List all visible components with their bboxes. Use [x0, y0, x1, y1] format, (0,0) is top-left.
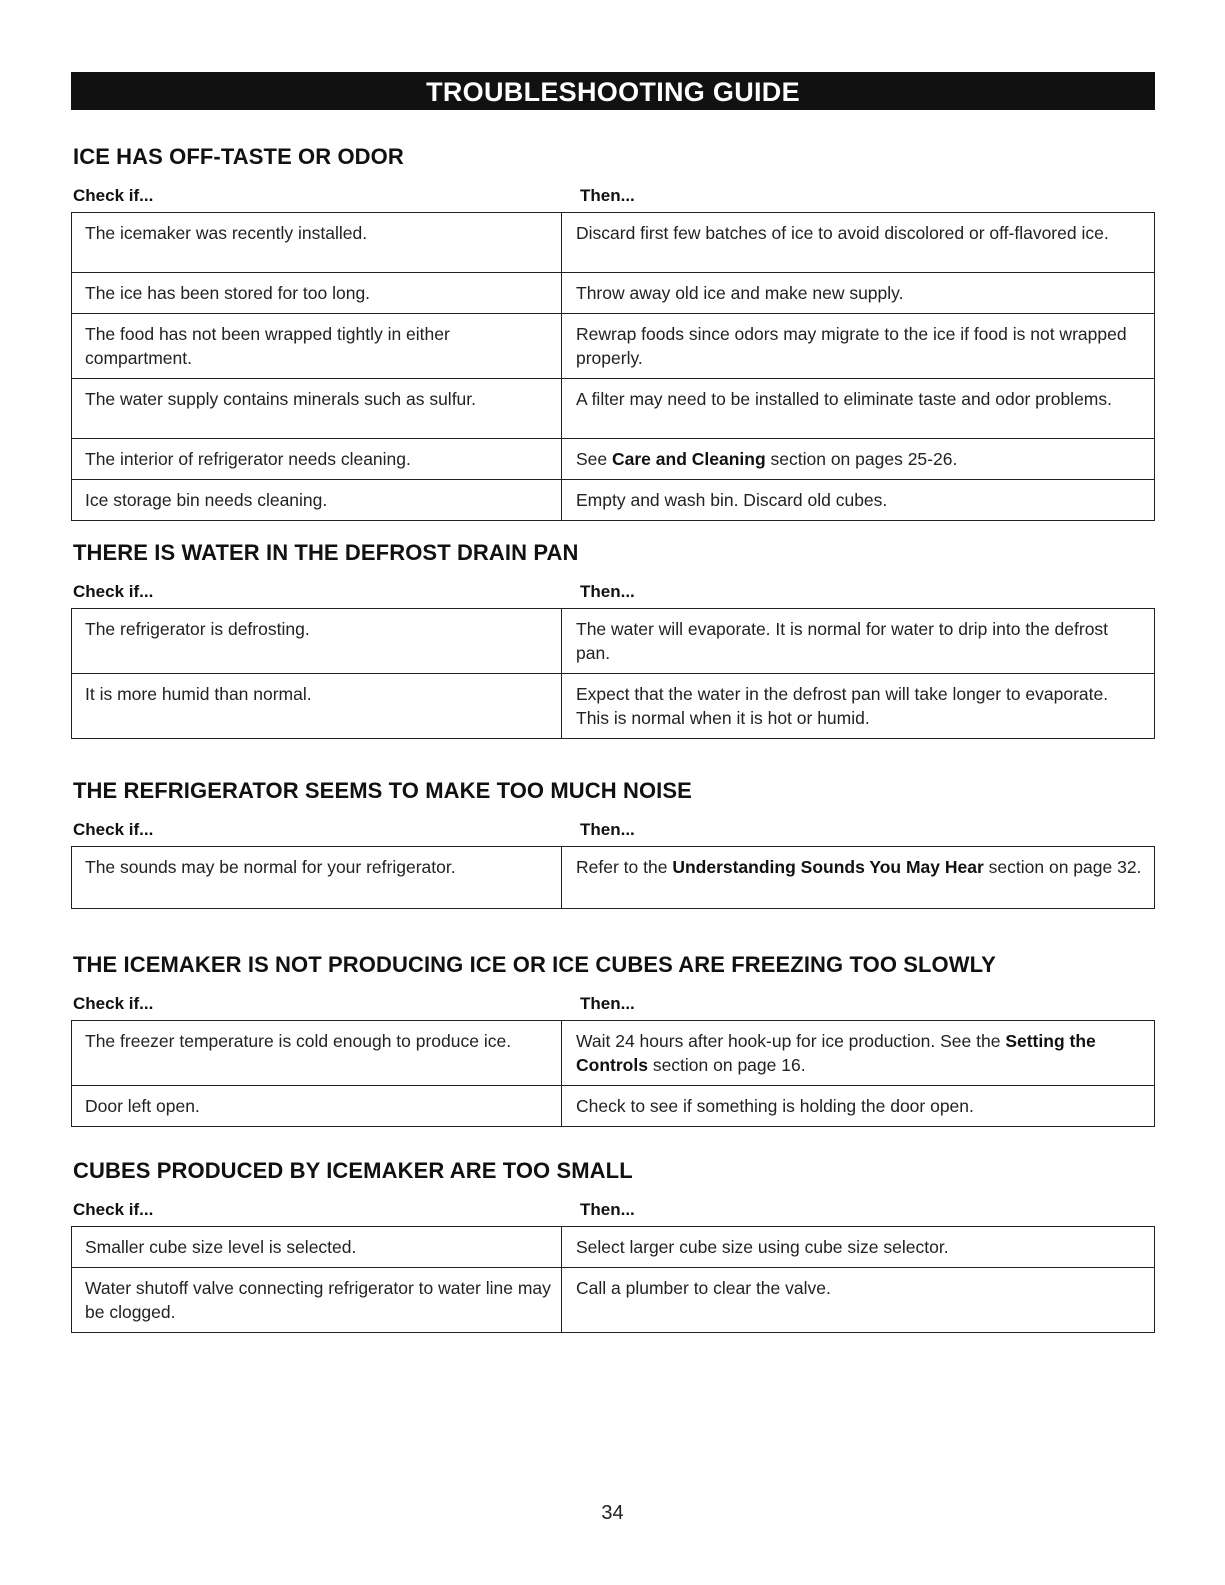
- check-if-header: Check if...: [73, 820, 154, 839]
- section-cubes-too-small: [71, 1158, 1155, 1333]
- then-text: Wait 24 hours after hook-up for ice production. See the: [576, 1031, 1006, 1051]
- check-if-header: Check if...: [73, 582, 154, 601]
- section-too-much-noise: [71, 778, 1155, 909]
- column-headers: [71, 994, 1155, 1020]
- then-cell: [562, 674, 1155, 739]
- document-page: [71, 72, 1155, 1322]
- table-row: [72, 1021, 1155, 1086]
- troubleshooting-table: [71, 1020, 1155, 1127]
- table-row: [72, 847, 1155, 909]
- check-cell: The freezer temperature is cold enough to produce ice.: [72, 1021, 562, 1086]
- check-cell: The sounds may be normal for your refrigerator.: [72, 847, 562, 909]
- check-cell: Smaller cube size level is selected.: [72, 1227, 562, 1268]
- then-text: Discard first few batches of ice to avoid discolored or off-flavored ice.: [576, 223, 1109, 243]
- page-number: 34: [601, 1502, 624, 1524]
- table-row: [72, 314, 1155, 379]
- check-cell: It is more humid than normal.: [72, 674, 562, 739]
- then-cell: [562, 1268, 1155, 1333]
- then-header: Then...: [580, 1200, 635, 1219]
- table-row: [72, 480, 1155, 521]
- section-title: THE ICEMAKER IS NOT PRODUCING ICE OR ICE CUBES ARE FREEZING TOO SLOWLY: [73, 952, 996, 977]
- then-cell: [562, 314, 1155, 379]
- check-cell: The interior of refrigerator needs cleaning.: [72, 439, 562, 480]
- then-header: Then...: [580, 820, 635, 839]
- check-if-header: Check if...: [73, 1200, 154, 1219]
- then-cell: [562, 379, 1155, 439]
- then-text: A filter may need to be installed to eliminate taste and odor problems.: [576, 389, 1112, 409]
- then-text-post: section on pages 25-26.: [765, 449, 958, 469]
- then-text: Check to see if something is holding the door open.: [576, 1096, 974, 1116]
- check-cell: The refrigerator is defrosting.: [72, 609, 562, 674]
- then-text-post: section on page 16.: [647, 1055, 806, 1075]
- check-cell: Water shutoff valve connecting refrigerator to water line may be clogged.: [72, 1268, 562, 1333]
- table-row: [72, 674, 1155, 739]
- then-cell: [562, 609, 1155, 674]
- then-text: Expect that the water in the defrost pan will take longer to evaporate. This is normal when it is hot or humid.: [576, 684, 1109, 728]
- page-banner: TROUBLESHOOTING GUIDE: [71, 72, 1155, 110]
- then-header: Then...: [580, 186, 635, 205]
- section-title: CUBES PRODUCED BY ICEMAKER ARE TOO SMALL: [73, 1158, 633, 1183]
- then-cell: [562, 439, 1155, 480]
- check-cell: Door left open.: [72, 1086, 562, 1127]
- troubleshooting-table: [71, 212, 1155, 521]
- then-cell: [562, 1086, 1155, 1127]
- then-text: See: [576, 449, 612, 469]
- table-row: [72, 1227, 1155, 1268]
- check-cell: The water supply contains minerals such as sulfur.: [72, 379, 562, 439]
- check-cell: The ice has been stored for too long.: [72, 273, 562, 314]
- table-row: [72, 609, 1155, 674]
- then-text: Refer to the: [576, 857, 673, 877]
- then-cell: [562, 480, 1155, 521]
- check-cell: Ice storage bin needs cleaning.: [72, 480, 562, 521]
- then-bold-text: Setting the Controls: [576, 1031, 1096, 1075]
- section-icemaker-not-producing: [71, 952, 1155, 1127]
- table-row: [72, 273, 1155, 314]
- column-headers: [71, 186, 1155, 212]
- table-row: [72, 1086, 1155, 1127]
- column-headers: [71, 820, 1155, 846]
- then-cell: [562, 847, 1155, 909]
- troubleshooting-table: [71, 608, 1155, 739]
- table-row: [72, 1268, 1155, 1333]
- then-text-post: section on page 32.: [983, 857, 1142, 877]
- then-cell: [562, 273, 1155, 314]
- section-ice-off-taste: [71, 144, 1155, 521]
- check-cell: The food has not been wrapped tightly in either compartment.: [72, 314, 562, 379]
- section-water-drain-pan: [71, 540, 1155, 739]
- then-text: Throw away old ice and make new supply.: [576, 283, 904, 303]
- then-text: Select larger cube size using cube size selector.: [576, 1237, 949, 1257]
- then-header: Then...: [580, 994, 635, 1013]
- check-if-header: Check if...: [73, 994, 154, 1013]
- then-header: Then...: [580, 582, 635, 601]
- column-headers: [71, 582, 1155, 608]
- then-bold-text: Care and Cleaning: [612, 449, 766, 469]
- then-text: The water will evaporate. It is normal for water to drip into the defrost pan.: [576, 619, 1109, 663]
- column-headers: [71, 1200, 1155, 1226]
- then-cell: [562, 1227, 1155, 1268]
- then-text: Empty and wash bin. Discard old cubes.: [576, 490, 888, 510]
- section-title: THERE IS WATER IN THE DEFROST DRAIN PAN: [73, 540, 579, 565]
- section-title: ICE HAS OFF-TASTE OR ODOR: [73, 144, 404, 169]
- then-cell: [562, 213, 1155, 273]
- then-text: Rewrap foods since odors may migrate to the ice if food is not wrapped properly.: [576, 324, 1127, 368]
- section-title: THE REFRIGERATOR SEEMS TO MAKE TOO MUCH NOISE: [73, 778, 692, 803]
- troubleshooting-table: [71, 846, 1155, 909]
- then-cell: [562, 1021, 1155, 1086]
- table-row: [72, 213, 1155, 273]
- check-cell: The icemaker was recently installed.: [72, 213, 562, 273]
- then-bold-text: Understanding Sounds You May Hear: [672, 857, 984, 877]
- then-text: Call a plumber to clear the valve.: [576, 1278, 831, 1298]
- troubleshooting-table: [71, 1226, 1155, 1333]
- table-row: [72, 379, 1155, 439]
- check-if-header: Check if...: [73, 186, 154, 205]
- table-row: [72, 439, 1155, 480]
